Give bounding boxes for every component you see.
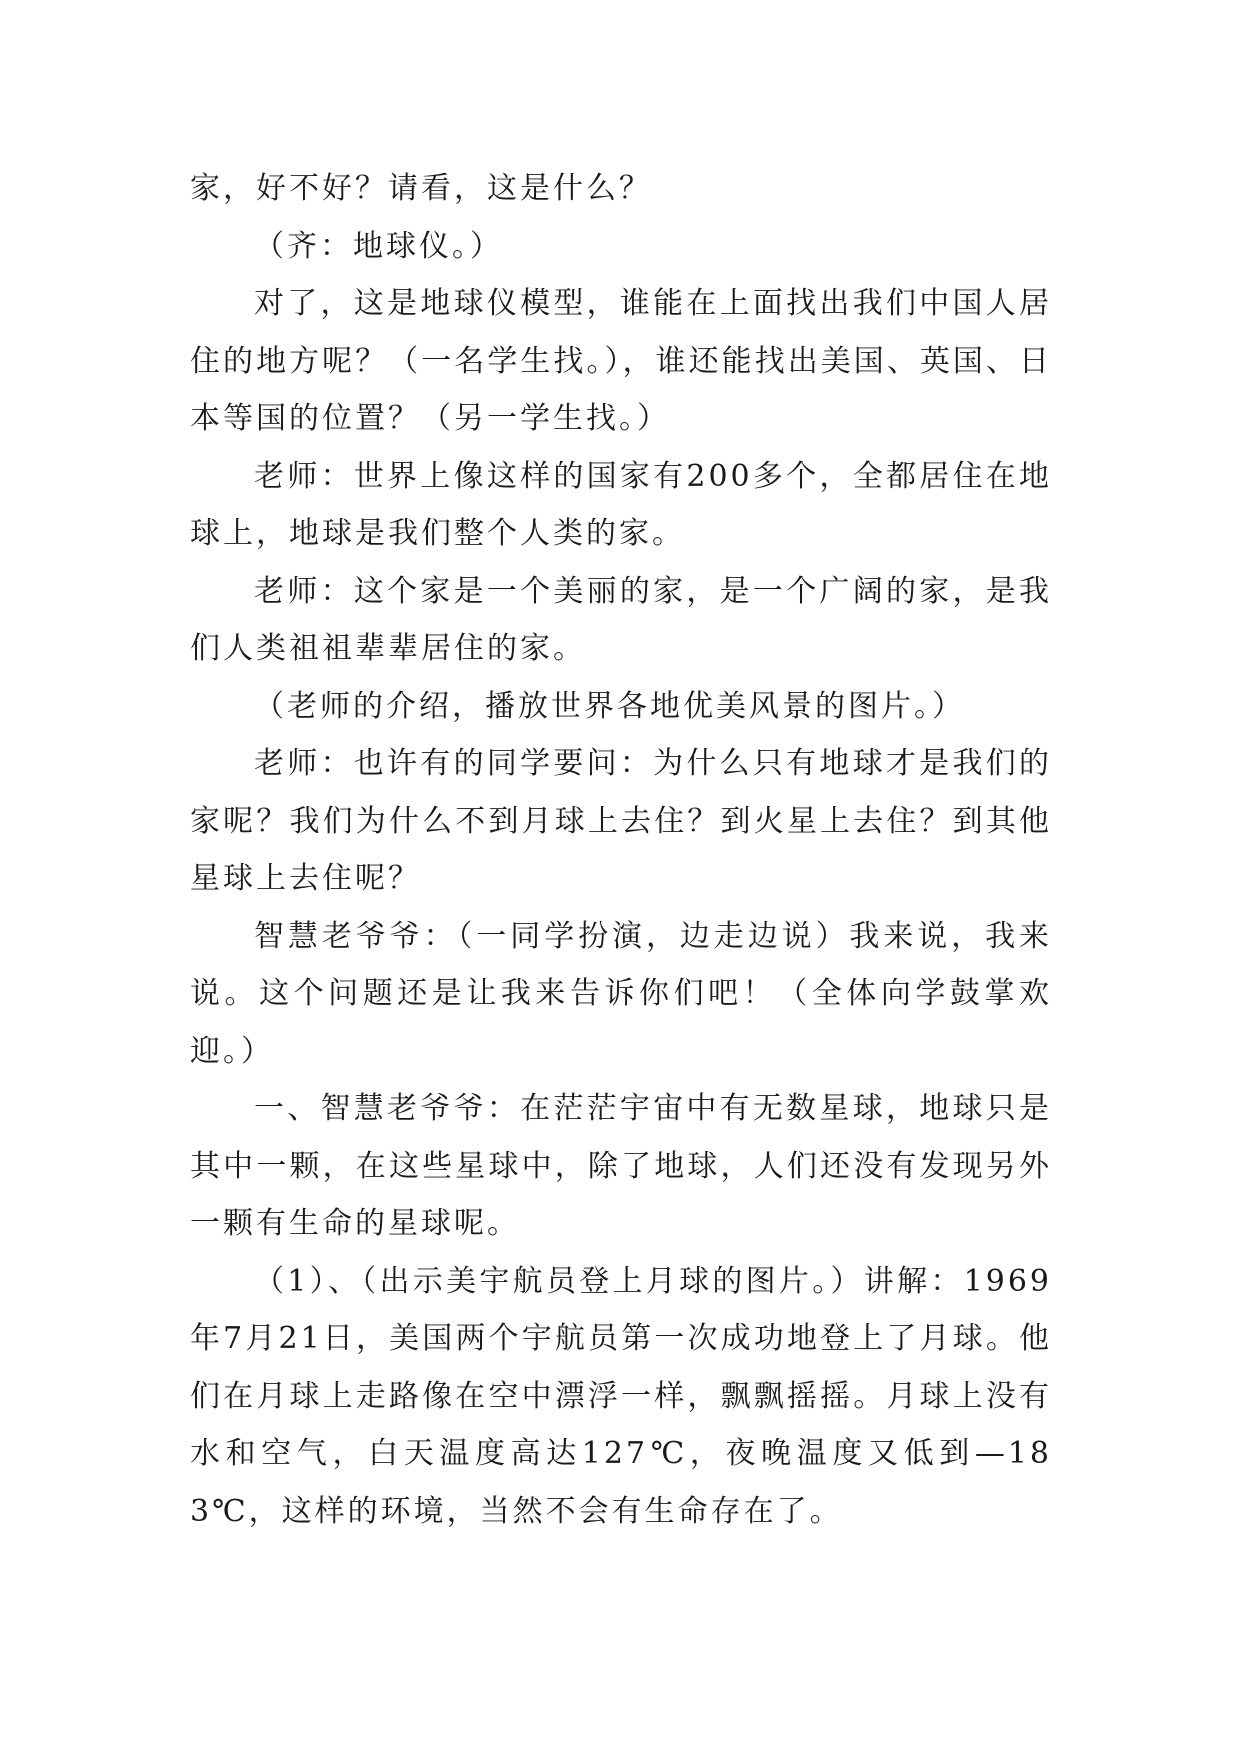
paragraph-chorus-answer: （齐：地球仪。） <box>254 228 503 264</box>
paragraph-teacher-countries: 老师：世界上像这样的国家有200多个，全都居住在地球上，地球是我们整个人类的家。 <box>190 458 1052 551</box>
paragraph-globe-model: 对了，这是地球仪模型，谁能在上面找出我们中国人居住的地方呢？（一名学生找。），谁还能找出美国、英国、日本等国的位置？（另一学生找。） <box>190 286 1052 436</box>
paragraph-teacher-question: 老师：也许有的同学要问：为什么只有地球才是我们的家呢？我们为什么不到月球上去住？到火星上去住？到其他星球上去住呢？ <box>190 746 1052 896</box>
paragraph-continued: 家，好不好？请看，这是什么？ <box>190 171 652 206</box>
document-body <box>190 160 1052 1540</box>
paragraph-section-one: 一、智慧老爷爷：在茫茫宇宙中有无数星球，地球只是其中一颗，在这些星球中，除了地球，人们还没有发现另外一颗有生命的星球呢。 <box>190 1091 1052 1241</box>
paragraph-wise-grandpa-intro: 智慧老爷爷：（一同学扮演，边走边说）我来说，我来说。这个问题还是让我来告诉你们吧！（全体向学鼓掌欢迎。） <box>190 918 1052 1069</box>
paragraph-moon-landing: （1）、（出示美宇航员登上月球的图片。）讲解：1969年7月21日，美国两个宇航员第一次成功地登上了月球。他们在月球上走路像在空中漂浮一样，飘飘摇摇。月球上没有水和空气，白天温度高达127℃，夜晚温度又低到—183℃，这样的环境，当然不会有生命存在了。 <box>190 1263 1052 1529</box>
paragraph-scenery-note: （老师的介绍，播放世界各地优美风景的图片。） <box>254 688 965 724</box>
paragraph-teacher-home: 老师：这个家是一个美丽的家，是一个广阔的家，是我们人类祖祖辈辈居住的家。 <box>190 573 1052 666</box>
